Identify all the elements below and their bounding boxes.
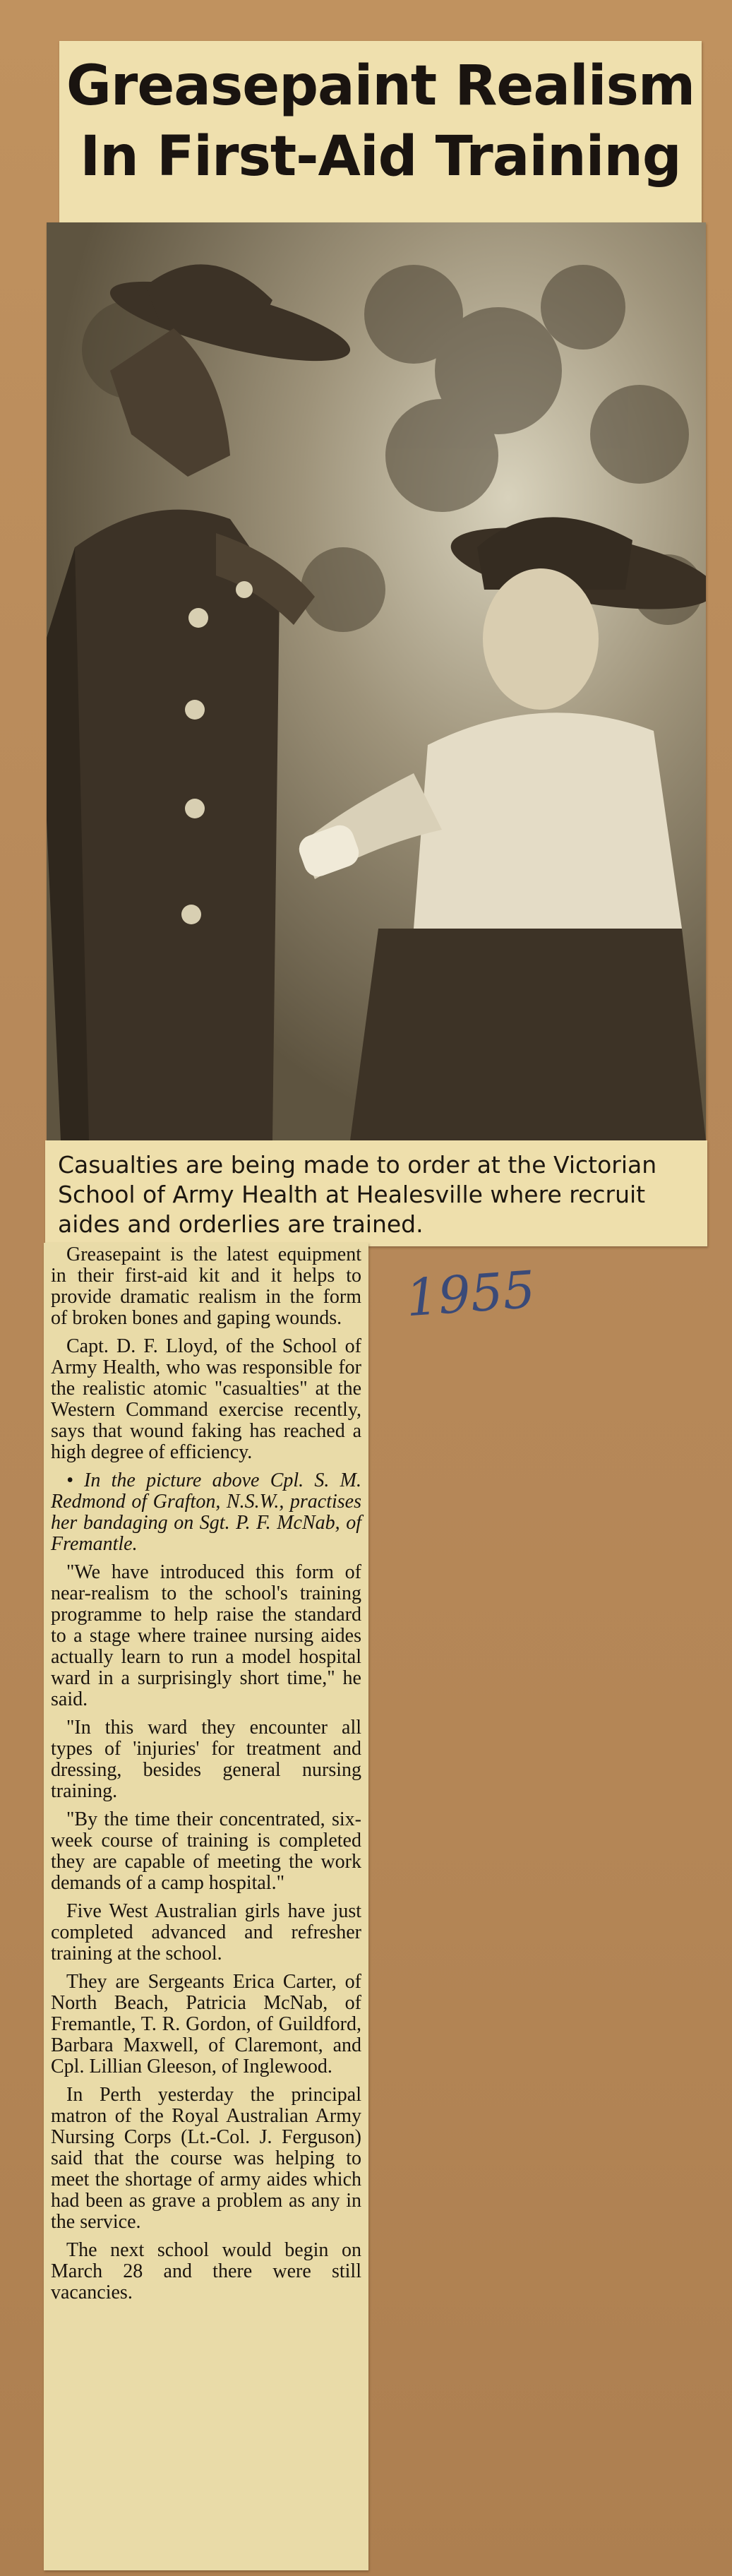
article-paragraph: Greasepaint is the latest equipment in their first-aid kit and it helps to provide dramatic realism in the form of broken bones and gaping wounds. xyxy=(51,1244,361,1329)
article-paragraph: In Perth yesterday the principal matron of the Royal Australian Army Nursing Corps (Lt.-Col. J. Ferguson) said that the course was helping to meet the shortage of army aides which had been as grave a problem as any in the service. xyxy=(51,2084,361,2233)
article-paragraph: They are Sergeants Erica Carter, of North Beach, Patricia McNab, of Fremantle, T. R. Gordon, of Guildford, Barbara Maxwell, of Claremont, and Cpl. Lillian Gleeson, of Inglewood. xyxy=(51,1971,361,2077)
article-paragraph: "By the time their concentrated, six-week course of training is completed they are capable of meeting the work demands of a camp hospital." xyxy=(51,1808,361,1894)
photo-caption-clipping xyxy=(45,1140,707,1246)
headline-line-1: Greasepaint Realism xyxy=(66,54,695,118)
headline xyxy=(59,51,702,192)
article-paragraph: "In this ward they encounter all types of 'injuries' for treatment and dressing, besides general nursing training. xyxy=(51,1717,361,1802)
article-paragraph: Five West Australian girls have just completed advanced and refresher training at the school. xyxy=(51,1900,361,1964)
headline-line-2: In First-Aid Training xyxy=(80,125,681,189)
photo-note-paragraph: • In the picture above Cpl. S. M. Redmond of Grafton, N.S.W., practises her bandaging on Sgt. P. F. McNab, of Fremantle. xyxy=(51,1469,361,1555)
handwritten-year: 1955 xyxy=(404,1259,537,1328)
headline-clipping xyxy=(59,41,702,242)
article-body xyxy=(51,1244,361,2310)
photo-caption: Casualties are being made to order at the Victorian School of Army Health at Healesville where recruit aides and orderlies are trained. xyxy=(58,1151,657,1238)
photo-illustration xyxy=(47,222,706,1140)
article-body-clipping xyxy=(44,1243,368,2570)
newspaper-photo xyxy=(47,222,706,1140)
article-paragraph: Capt. D. F. Lloyd, of the School of Army Health, who was responsible for the realistic atomic "casualties" at the Western Command exercise recently, says that wound faking has reached a high degree of efficiency. xyxy=(51,1335,361,1463)
article-paragraph: The next school would begin on March 28 and there were still vacancies. xyxy=(51,2239,361,2303)
article-paragraph: "We have introduced this form of near-realism to the school's training programme to help raise the standard to a stage where trainee nursing aides actually learn to run a model hospital ward in a surprisingly short time," he said. xyxy=(51,1561,361,1710)
